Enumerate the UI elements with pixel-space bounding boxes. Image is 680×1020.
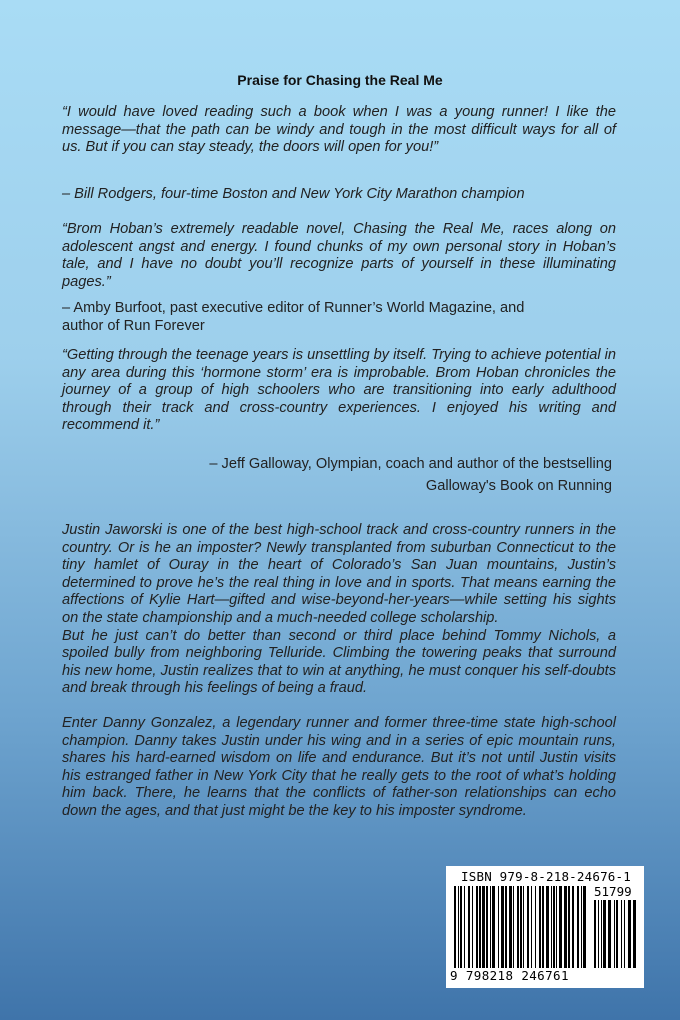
praise-attribution-burfoot-line2: author of Run Forever xyxy=(62,318,205,334)
barcode-bar xyxy=(572,886,574,968)
barcode-bar xyxy=(583,886,586,968)
barcode-bar xyxy=(464,886,465,968)
praise-quote-burfoot: “Brom Hoban’s extremely readable novel, Chasing the Real Me, races along on adolescent angst and energy. I found chunks of my own personal story in Hoban’s tale, and I have no doubt you’ll recognize parts of yourself in these illuminating pages.” xyxy=(62,221,616,290)
barcode-bar xyxy=(535,886,536,968)
barcode-bar xyxy=(624,900,625,968)
barcode-bar xyxy=(492,886,495,968)
praise-attribution-galloway-line1: – Jeff Galloway, Olympian, coach and author of the bestselling xyxy=(209,456,612,472)
praise-quote-galloway: “Getting through the teenage years is unsettling by itself. Trying to achieve potential in any area during this ‘hormone storm’ era is improbable. Brom Hoban chronicles the journey of a group of high schoolers who are transitioning into early adulthood through their track and cross-country experiences. I enjoyed his writing and recommend it.” xyxy=(62,347,616,434)
barcode-bar xyxy=(616,900,618,968)
barcode-bar xyxy=(527,886,529,968)
barcode-bar xyxy=(581,886,582,968)
barcode-bar xyxy=(556,886,557,968)
barcode-bar xyxy=(568,886,570,968)
barcode-bar xyxy=(523,886,524,968)
barcode-bar xyxy=(454,886,456,968)
isbn-label: ISBN 979-8-218-24676-1 xyxy=(461,869,631,884)
barcode-bar xyxy=(472,886,473,968)
barcode-bar xyxy=(564,886,567,968)
barcode-bar xyxy=(614,900,615,968)
praise-attribution-burfoot-line1: – Amby Burfoot, past executive editor of Runner’s World Magazine, and xyxy=(62,300,525,316)
barcode-bar xyxy=(531,886,532,968)
barcode-bar xyxy=(513,886,514,968)
barcode-bar xyxy=(633,900,636,968)
barcode-bar xyxy=(553,886,555,968)
barcode-bar xyxy=(539,886,541,968)
barcode-bar xyxy=(486,886,488,968)
barcode-bar xyxy=(621,900,622,968)
barcode-bar xyxy=(460,886,462,968)
price-code: 51799 xyxy=(594,884,632,899)
barcode-bar xyxy=(498,886,499,968)
barcode-bar xyxy=(490,886,491,968)
barcode-bar xyxy=(577,886,579,968)
barcode-bar xyxy=(520,886,522,968)
barcode-bar xyxy=(479,886,481,968)
barcode-bar xyxy=(509,886,512,968)
barcode-bar xyxy=(505,886,507,968)
praise-attribution-rodgers: – Bill Rodgers, four-time Boston and New York City Marathon champion xyxy=(62,186,525,202)
synopsis-paragraph: Justin Jaworski is one of the best high-school track and cross-country runners in the country. Or is he an imposter? Newly transplanted from suburban Connecticut to the tiny hamlet of Ouray in the heart of Colorado’s San Juan mountains, Justin’s determined to prove he’s the real thing in love and in sports. That means earning the affections of Kylie Hart—gifted and wise-beyond-her-years—while setting his sights on the state championship and a much-needed college scholarship. xyxy=(62,522,616,626)
barcode-bar xyxy=(603,900,606,968)
barcode-bar xyxy=(517,886,519,968)
barcode-bar xyxy=(608,900,611,968)
barcode-bar xyxy=(546,886,549,968)
barcode-bar xyxy=(601,900,602,968)
praise-attribution-galloway-line2: Galloway's Book on Running xyxy=(425,478,612,494)
barcode-bar xyxy=(501,886,504,968)
isbn-barcode xyxy=(446,866,644,988)
barcode-bar xyxy=(476,886,478,968)
barcode-bar xyxy=(594,900,596,968)
barcode-bar xyxy=(458,886,459,968)
barcode-bar xyxy=(468,886,470,968)
barcode-bar xyxy=(482,886,485,968)
synopsis xyxy=(62,522,616,821)
barcode-bar xyxy=(559,886,562,968)
barcode-bar xyxy=(542,886,544,968)
synopsis-paragraph: But he just can’t do better than second or third place behind Tommy Nichols, a spoiled bully from neighboring Telluride. Climbing the towering peaks that surround his new home, Justin realizes that to win at anything, he must conquer his self-doubts and break through his feelings of being a fraud. xyxy=(62,627,616,697)
barcode-digits: 9 798218 246761 xyxy=(450,968,569,983)
barcode-bar xyxy=(551,886,552,968)
praise-quote-rodgers: “I would have loved reading such a book when I was a young runner! I like the message—that the path can be windy and tough in the most difficult ways for all of us. But if you can stay steady, the doors will open for you!” xyxy=(62,104,616,156)
barcode-bar xyxy=(628,900,631,968)
synopsis-paragraph: Enter Danny Gonzalez, a legendary runner and former three-time state high-school champion. Danny takes Justin under his wing and in a series of epic mountain runs, shares his hard-earned wisdom on life and endurance. But it’s not until Justin visits his estranged father in New York City that he really gets to the root of what’s holding him back. There, he learns that the conflicts of father-son relationships can echo down the ages, and that just might be the key to his imposter syndrome. xyxy=(62,714,616,819)
praise-heading: Praise for Chasing the Real Me xyxy=(237,72,443,88)
barcode-bar xyxy=(598,900,599,968)
